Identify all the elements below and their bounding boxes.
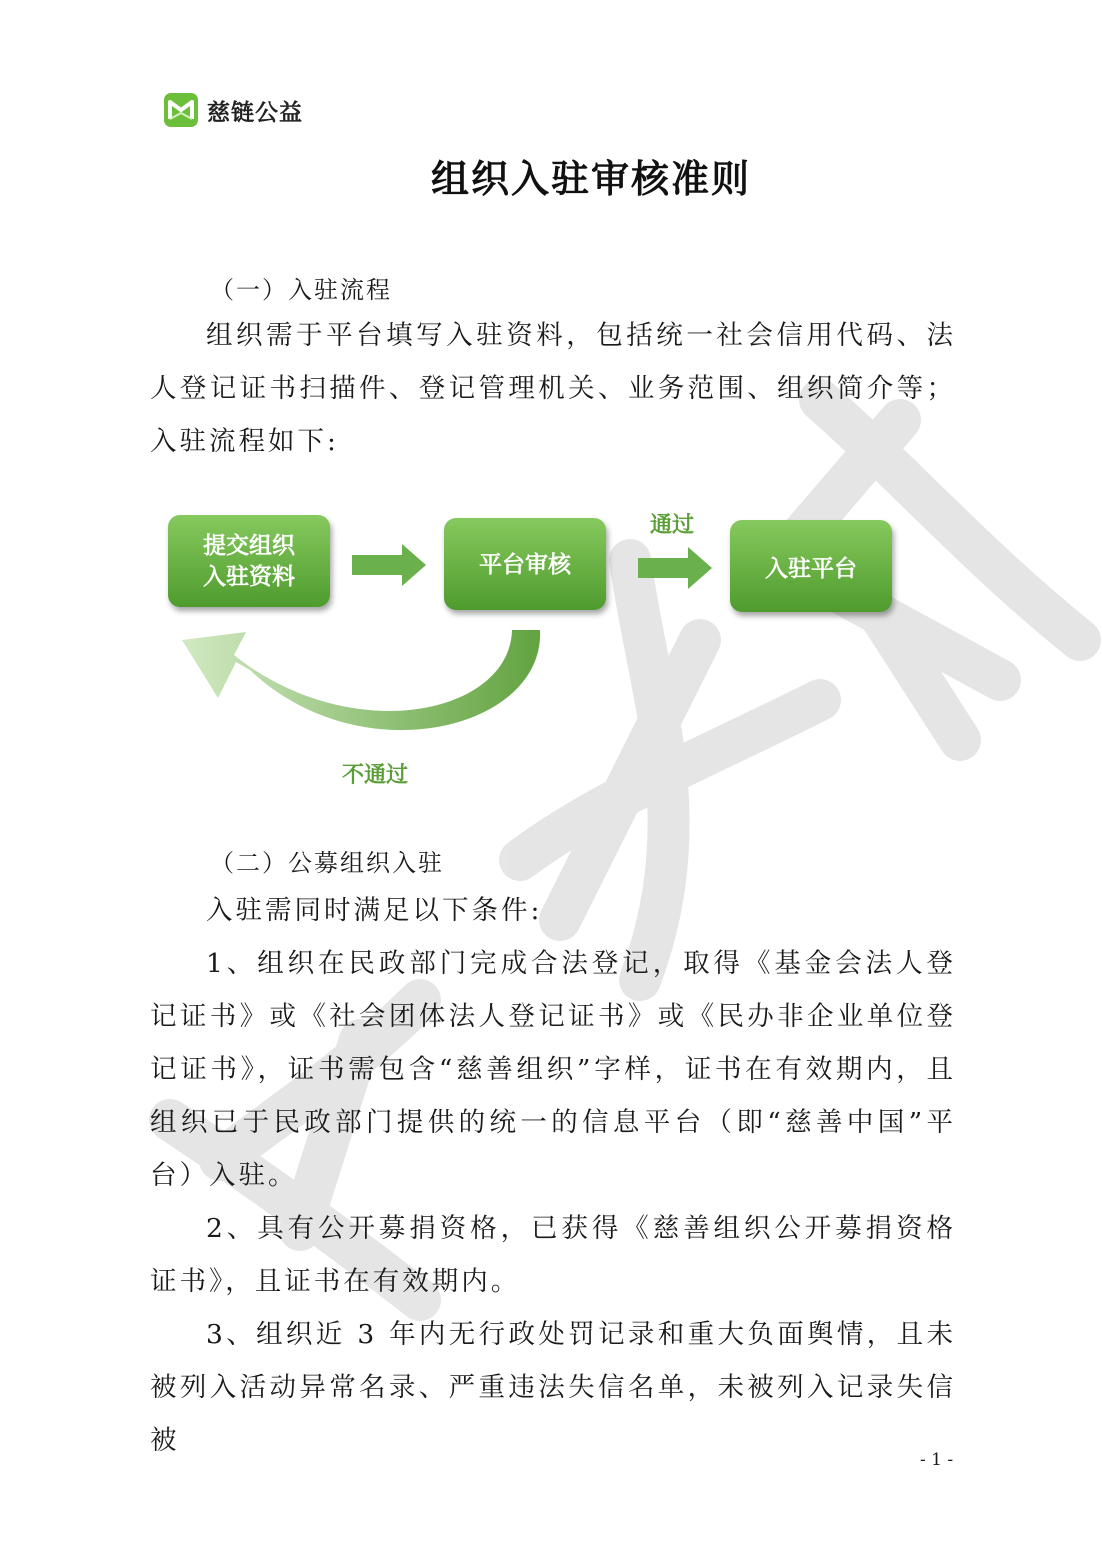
flow-box-review xyxy=(444,518,606,610)
document-title: 组织入驻审核准则 xyxy=(430,157,751,201)
page-number: - 1 - xyxy=(920,1450,954,1470)
section-1-heading: （一）入驻流程 xyxy=(210,276,392,304)
flow-fail-label: 不通过 xyxy=(341,763,409,788)
arrow-right-icon xyxy=(638,547,712,589)
section-2-intro: 入驻需同时满足以下条件: xyxy=(206,895,543,926)
section-1-paragraph xyxy=(150,309,956,468)
flow-box-submit-line2: 入驻资料 xyxy=(203,564,295,590)
flow-box-enter-label: 入驻平台 xyxy=(765,556,857,582)
brand-logo-icon xyxy=(163,92,199,128)
section-2-heading: （二）公募组织入驻 xyxy=(210,849,444,877)
curved-return-arrow-icon xyxy=(182,630,540,730)
flow-box-submit xyxy=(168,515,330,607)
brand-name: 慈链公益 xyxy=(207,99,303,126)
flow-box-submit-line1: 提交组织 xyxy=(203,533,295,559)
brand-logo xyxy=(163,92,303,128)
condition-item-1: 1、组织在民政部门完成合法登记，取得《基金会法人登记证书》或《社会团体法人登记证书》或《民办非企业单位登记证书》，证书需包含“慈善组织”字样，证书在有效期内，且组织已于民政部门提供的统一的信息平台（即“慈善中国”平台）入驻。 xyxy=(150,948,956,1191)
flow-box-review-label: 平台审核 xyxy=(479,552,571,578)
condition-item-2: 2、具有公开募捐资格，已获得《慈善组织公开募捐资格证书》，且证书在有效期内。 xyxy=(150,1213,956,1297)
condition-item-3: 3、组织近 3 年内无行政处罚记录和重大负面舆情，且未被列入活动异常名录、严重违法失信名单，未被列入记录失信被 xyxy=(150,1319,956,1456)
section-2-body xyxy=(150,884,956,1467)
flow-box-enter xyxy=(730,520,892,612)
flow-pass-label: 通过 xyxy=(649,513,695,538)
arrow-right-icon xyxy=(352,544,426,586)
section-1-text: 组织需于平台填写入驻资料，包括统一社会信用代码、法人登记证书扫描件、登记管理机关、业务范围、组织简介等；入驻流程如下: xyxy=(150,320,956,457)
flowchart xyxy=(150,500,930,800)
